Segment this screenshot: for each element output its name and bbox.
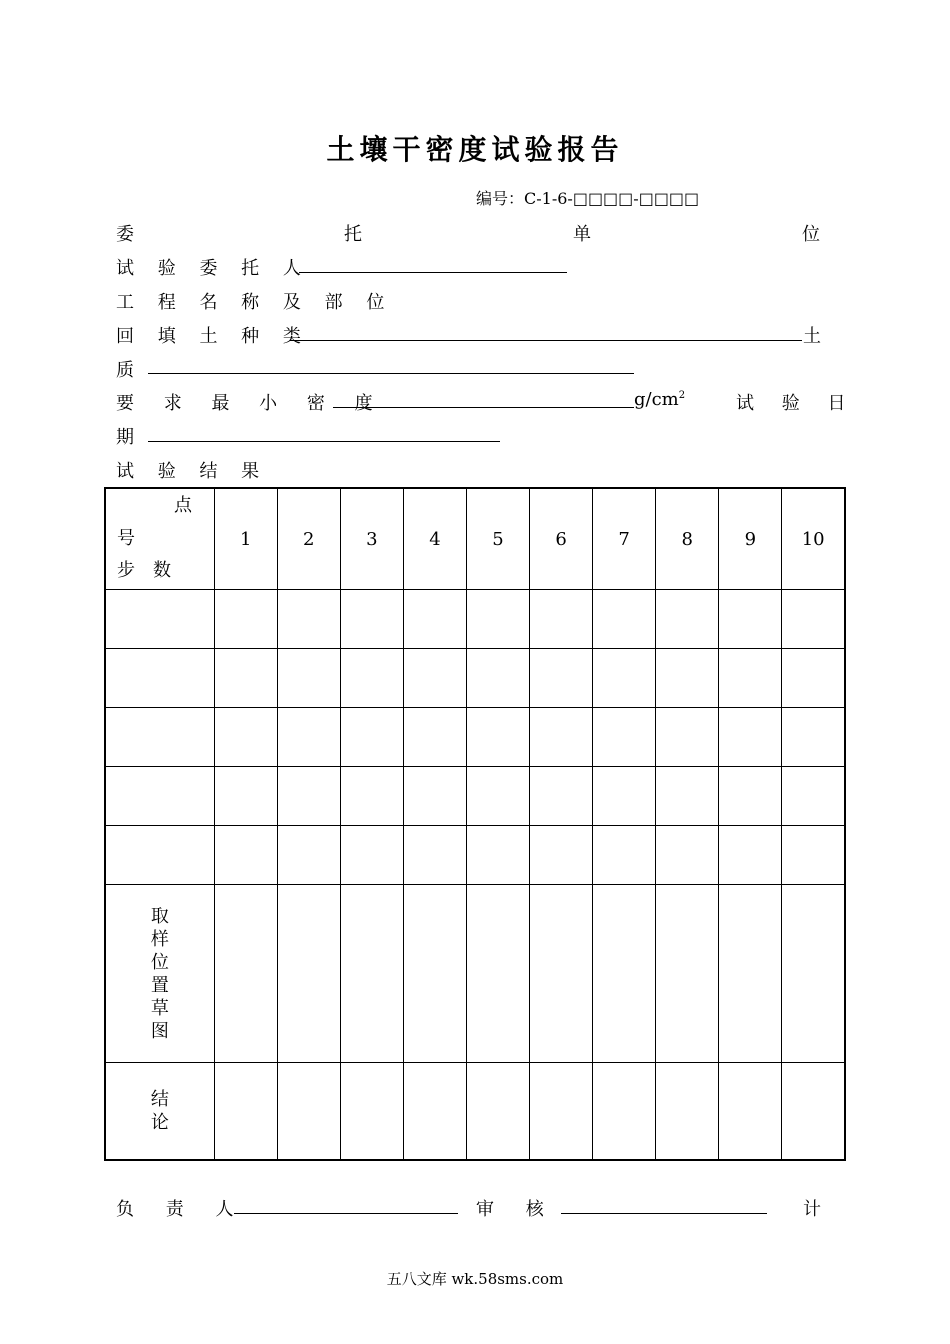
column-header: 9: [719, 488, 782, 590]
table-row: [105, 767, 845, 826]
table-cell[interactable]: [782, 590, 845, 649]
table-cell[interactable]: [214, 708, 277, 767]
backfill-type-label: 回 填 土 种 类: [116, 326, 310, 347]
table-cell[interactable]: [530, 649, 593, 708]
table-cell[interactable]: [719, 708, 782, 767]
test-date-field[interactable]: [148, 441, 500, 442]
client-unit-char-1: 委: [116, 224, 134, 245]
project-label: 工 程 名 称 及 部 位: [116, 292, 394, 313]
column-header: 8: [656, 488, 719, 590]
table-cell[interactable]: [593, 767, 656, 826]
corner-number-label: 号: [117, 528, 135, 549]
table-cell[interactable]: [340, 590, 403, 649]
table-cell[interactable]: [593, 885, 656, 1063]
table-cell[interactable]: [214, 590, 277, 649]
table-header-row: [105, 488, 845, 590]
table-cell[interactable]: [530, 708, 593, 767]
table-row: [105, 826, 845, 885]
test-date-label: 试 验 日: [736, 393, 857, 414]
table-cell[interactable]: [593, 1063, 656, 1160]
table-cell[interactable]: [214, 649, 277, 708]
sketch-row: [105, 885, 845, 1063]
table-cell[interactable]: [105, 649, 214, 708]
table-cell[interactable]: [782, 826, 845, 885]
column-header: 1: [214, 488, 277, 590]
table-row: [105, 590, 845, 649]
table-cell[interactable]: [340, 826, 403, 885]
table-cell[interactable]: [277, 590, 340, 649]
min-density-label: 要 求 最 小 密 度: [116, 393, 385, 414]
table-cell[interactable]: [530, 1063, 593, 1160]
watermark-footer: 五八文库 wk.58sms.com: [386, 1270, 564, 1288]
table-cell[interactable]: [593, 590, 656, 649]
table-cell[interactable]: [340, 1063, 403, 1160]
conclusion-label-cell: [105, 1063, 214, 1160]
table-cell[interactable]: [466, 708, 529, 767]
document-number: 编号：C-1-6-□□□□-□□□□: [476, 189, 700, 208]
table-cell[interactable]: [403, 708, 466, 767]
table-cell[interactable]: [340, 767, 403, 826]
corner-header-cell: [105, 488, 214, 590]
date-tail-label: 期: [116, 427, 134, 448]
table-cell[interactable]: [105, 767, 214, 826]
table-cell[interactable]: [530, 767, 593, 826]
column-header: 7: [593, 488, 656, 590]
table-cell[interactable]: [340, 708, 403, 767]
table-cell[interactable]: [403, 826, 466, 885]
sketch-label: 取 样 位 置 草 图: [150, 905, 169, 1042]
column-header: 5: [466, 488, 529, 590]
table-cell[interactable]: [105, 826, 214, 885]
commissioner-field[interactable]: [299, 272, 567, 273]
table-cell[interactable]: [530, 826, 593, 885]
responsible-field[interactable]: [234, 1213, 458, 1214]
responsible-label: 负 责 人: [116, 1199, 247, 1220]
table-cell[interactable]: [105, 590, 214, 649]
table-cell[interactable]: [214, 826, 277, 885]
quality-field[interactable]: [148, 373, 634, 374]
column-header: 3: [340, 488, 403, 590]
table-cell[interactable]: [530, 590, 593, 649]
table-cell[interactable]: [466, 590, 529, 649]
test-result-label: 试 验 结 果: [116, 461, 269, 482]
table-cell[interactable]: [277, 885, 340, 1063]
table-cell[interactable]: [656, 590, 719, 649]
table-cell[interactable]: [719, 590, 782, 649]
table-cell[interactable]: [593, 708, 656, 767]
table-cell[interactable]: [719, 649, 782, 708]
table-cell[interactable]: [782, 885, 845, 1063]
table-cell[interactable]: [719, 1063, 782, 1160]
result-table: [104, 487, 846, 1161]
table-cell[interactable]: [466, 885, 529, 1063]
backfill-type-field[interactable]: [290, 340, 802, 341]
table-cell[interactable]: [782, 649, 845, 708]
table-cell[interactable]: [656, 885, 719, 1063]
table-cell[interactable]: [782, 1063, 845, 1160]
backfill-suffix: 土: [803, 326, 821, 347]
client-unit-char-3: 单: [573, 224, 591, 245]
table-cell[interactable]: [105, 708, 214, 767]
table-cell[interactable]: [656, 826, 719, 885]
conclusion-row: [105, 1063, 845, 1160]
density-unit: $g/cm^2$: [634, 389, 686, 410]
column-header: 6: [530, 488, 593, 590]
page-title: 土壤干密度试验报告: [326, 133, 624, 166]
calc-label: 计: [803, 1199, 821, 1220]
table-cell[interactable]: [214, 1063, 277, 1160]
table-cell[interactable]: [403, 885, 466, 1063]
min-density-field[interactable]: [333, 407, 634, 408]
table-cell[interactable]: [403, 590, 466, 649]
corner-steps-label: 步 数: [117, 560, 171, 581]
table-cell[interactable]: [340, 885, 403, 1063]
quality-label: 质: [116, 360, 134, 381]
table-cell[interactable]: [719, 767, 782, 826]
table-cell[interactable]: [214, 767, 277, 826]
table-cell[interactable]: [214, 885, 277, 1063]
commissioner-label: 试 验 委 托 人: [116, 258, 310, 279]
table-cell[interactable]: [277, 708, 340, 767]
table-cell[interactable]: [340, 649, 403, 708]
table-cell[interactable]: [719, 826, 782, 885]
column-header: 10: [782, 488, 845, 590]
table-cell[interactable]: [656, 708, 719, 767]
table-row: [105, 708, 845, 767]
table-cell[interactable]: [466, 1063, 529, 1160]
review-label: 审 核: [476, 1199, 557, 1220]
table-cell[interactable]: [656, 649, 719, 708]
column-header: 4: [403, 488, 466, 590]
table-cell[interactable]: [466, 767, 529, 826]
client-unit-char-4: 位: [802, 224, 820, 245]
table-cell[interactable]: [656, 767, 719, 826]
table-cell[interactable]: [719, 885, 782, 1063]
corner-point-label: 点: [174, 495, 192, 516]
table-cell[interactable]: [782, 767, 845, 826]
sketch-label-cell: [105, 885, 214, 1063]
table-cell[interactable]: [593, 649, 656, 708]
table-cell[interactable]: [593, 826, 656, 885]
table-cell[interactable]: [530, 885, 593, 1063]
table-cell[interactable]: [656, 1063, 719, 1160]
review-field[interactable]: [561, 1213, 767, 1214]
table-cell[interactable]: [466, 649, 529, 708]
table-cell[interactable]: [277, 826, 340, 885]
column-header: 2: [277, 488, 340, 590]
table-cell[interactable]: [277, 1063, 340, 1160]
table-cell[interactable]: [466, 826, 529, 885]
table-cell[interactable]: [403, 767, 466, 826]
client-unit-char-2: 托: [344, 224, 362, 245]
table-cell[interactable]: [277, 767, 340, 826]
table-cell[interactable]: [403, 649, 466, 708]
table-cell[interactable]: [782, 708, 845, 767]
table-cell[interactable]: [403, 1063, 466, 1160]
table-cell[interactable]: [277, 649, 340, 708]
table-row: [105, 649, 845, 708]
conclusion-label: 结 论: [150, 1088, 169, 1133]
